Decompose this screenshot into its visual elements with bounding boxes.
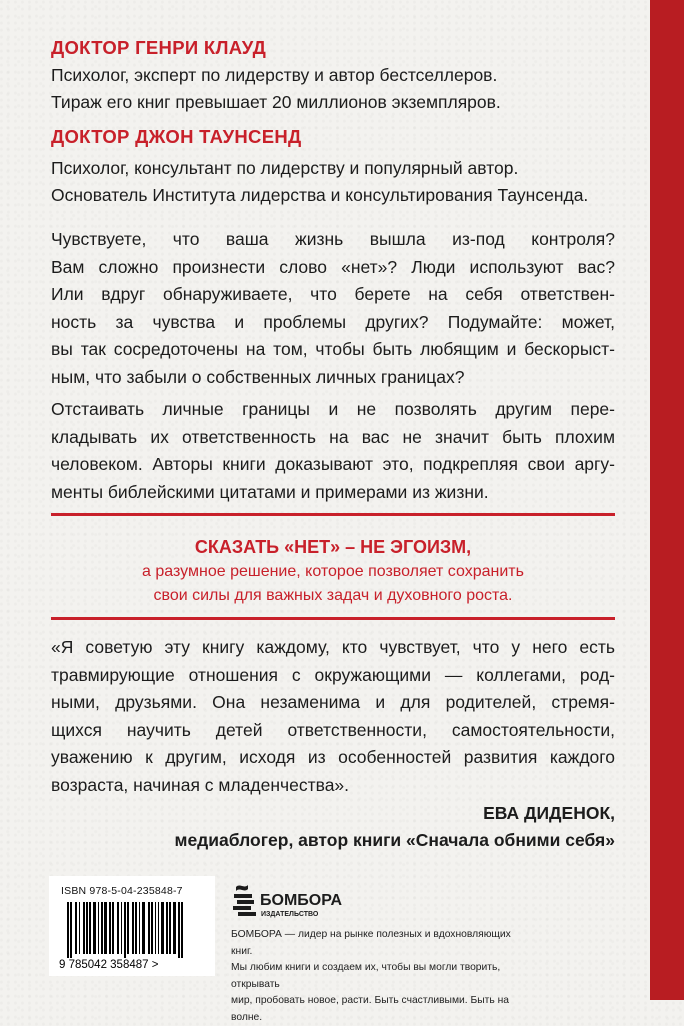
blurb-p1-line-5: вы так сосредоточены на том, чтобы быть любящим и бескорыст-: [51, 339, 615, 360]
barcode-bar: [161, 902, 164, 954]
barcode-bar: [139, 902, 140, 954]
publisher-description: [231, 927, 531, 1026]
blurb-p2-line-3: человеком. Авторы книги доказывают это, подкрепляя свои аргу-: [51, 454, 615, 475]
author-name-2: ДОКТОР ДЖОН ТАУНСЕНД: [51, 126, 302, 147]
blurb-p1-line-1: Чувствуете, что ваша жизнь вышла из-под контроля?: [51, 229, 615, 249]
barcode-number: 9 785042 358487 >: [59, 959, 159, 971]
quote-line-3: ными, друзьями. Она незаменима и для родителей, стремя-: [51, 692, 615, 713]
author-bio-2-line-2: Основатель Института лидерства и консультирования Таунсенда.: [51, 185, 589, 205]
isbn-barcode-box: [49, 876, 215, 976]
publisher-logo: [232, 883, 342, 923]
publisher-name: БОМБОРА: [260, 892, 342, 909]
quote-line-1: «Я советую эту книгу каждому, кто чувствует, что у него есть: [51, 637, 615, 657]
barcode-bar: [132, 902, 134, 954]
barcode-bar: [166, 902, 168, 954]
quote-line-4: щихся научить детей ответственности, самостоятельности,: [51, 719, 615, 740]
quote-author-name: ЕВА ДИДЕНОК,: [483, 802, 615, 823]
barcode-bar: [89, 902, 91, 954]
barcode-bar: [93, 902, 96, 954]
blurb-p2-line-4: менты библейскими цитатами и примерами из жизни.: [51, 481, 489, 502]
barcode-bar: [173, 902, 176, 954]
author-bio-2-line-1: Психолог, консультант по лидерству и популярный автор.: [51, 158, 519, 178]
author-bio-2: [51, 155, 588, 209]
book-stack-icon: [233, 885, 256, 916]
author-name-1: ДОКТОР ГЕНРИ КЛАУД: [51, 37, 267, 58]
quote-line-5: уважению к другим, исходя из особенностей развития каждого: [51, 747, 615, 768]
blurb-paragraph-2: [51, 396, 615, 506]
barcode-bar: [67, 902, 69, 958]
blurb-p1-line-4: ность за чувства и проблемы других? Подумайте: может,: [51, 311, 615, 332]
publisher-subtitle: ИЗДАТЕЛЬСТВО: [261, 911, 319, 918]
barcode-bar: [135, 902, 137, 954]
callout-headline: СКАЗАТЬ «НЕТ» – НЕ ЭГОИЗМ,: [194, 537, 472, 557]
barcode-bar: [151, 902, 153, 954]
barcode-bar: [181, 902, 183, 958]
divider-bottom: [51, 617, 615, 620]
barcode-bar: [109, 902, 111, 954]
barcode-bar: [86, 902, 88, 954]
barcode-bar: [117, 902, 119, 954]
barcode-bar: [75, 902, 77, 954]
barcode-image: [57, 902, 207, 972]
blurb-p2-line-1: Отстаивать личные границы и не позволять другим пере-: [51, 399, 615, 419]
barcode-bar: [112, 902, 114, 954]
author-bio-1: [51, 62, 501, 116]
barcode-bar: [70, 902, 72, 958]
barcode-bar: [178, 902, 180, 958]
isbn-label: ISBN 978-5-04-235848-7: [61, 885, 183, 897]
callout-block: [51, 534, 615, 608]
barcode-bar: [83, 902, 85, 954]
quote-line-2: травмирующие отношения с окружающими — коллегами, род-: [51, 664, 615, 685]
barcode-bar: [142, 902, 145, 954]
publisher-desc-line-1: БОМБОРА — лидер на рынке полезных и вдохновляющих книг.: [231, 929, 511, 957]
barcode-bar: [124, 902, 126, 958]
blurb-p2-line-2: кладывать их ответственность на вас не значит быть плохим: [51, 426, 615, 447]
barcode-bar: [148, 902, 150, 954]
author-bio-1-line-1: Психолог, эксперт по лидерству и автор бестселлеров.: [51, 65, 498, 85]
barcode-bar: [79, 902, 80, 954]
barcode-bar: [104, 902, 107, 954]
publisher-desc-line-2: Мы любим книги и создаем их, чтобы вы могли творить, открывать: [231, 962, 501, 990]
quote-line-6: возраста, начиная с младенчества».: [51, 774, 350, 795]
divider-top: [51, 513, 615, 516]
barcode-bar: [98, 902, 99, 954]
endorsement-quote: [51, 634, 615, 855]
barcode-bar: [169, 902, 171, 954]
barcode-bar: [155, 902, 156, 954]
red-spine-stripe: [650, 0, 684, 1000]
quote-author-title: медиаблогер, автор книги «Сначала обними себя»: [174, 830, 615, 851]
barcode-bar: [121, 902, 122, 954]
blurb-p1-line-3: Или вдруг обнаруживаете, что берете на себя ответствен-: [51, 284, 615, 305]
blurb-p1-line-2: Вам сложно произнести слово «нет»? Люди используют вас?: [51, 256, 615, 277]
barcode-bar: [158, 902, 159, 954]
blurb-paragraph-1: [51, 226, 615, 392]
callout-line-2: свои силы для важных задач и духовного роста.: [153, 587, 513, 604]
callout-line-1: а разумное решение, которое позволяет сохранить: [142, 563, 524, 580]
blurb-p1-line-6: ным, что забыли о собственных личных границах?: [51, 366, 465, 387]
barcode-bar: [101, 902, 103, 954]
publisher-desc-line-3: мир, пробовать новое, расти. Быть счастливыми. Быть на волне.: [231, 995, 510, 1023]
author-bio-1-line-2: Тираж его книг превышает 20 миллионов экземпляров.: [51, 92, 501, 112]
barcode-bar: [127, 902, 129, 954]
